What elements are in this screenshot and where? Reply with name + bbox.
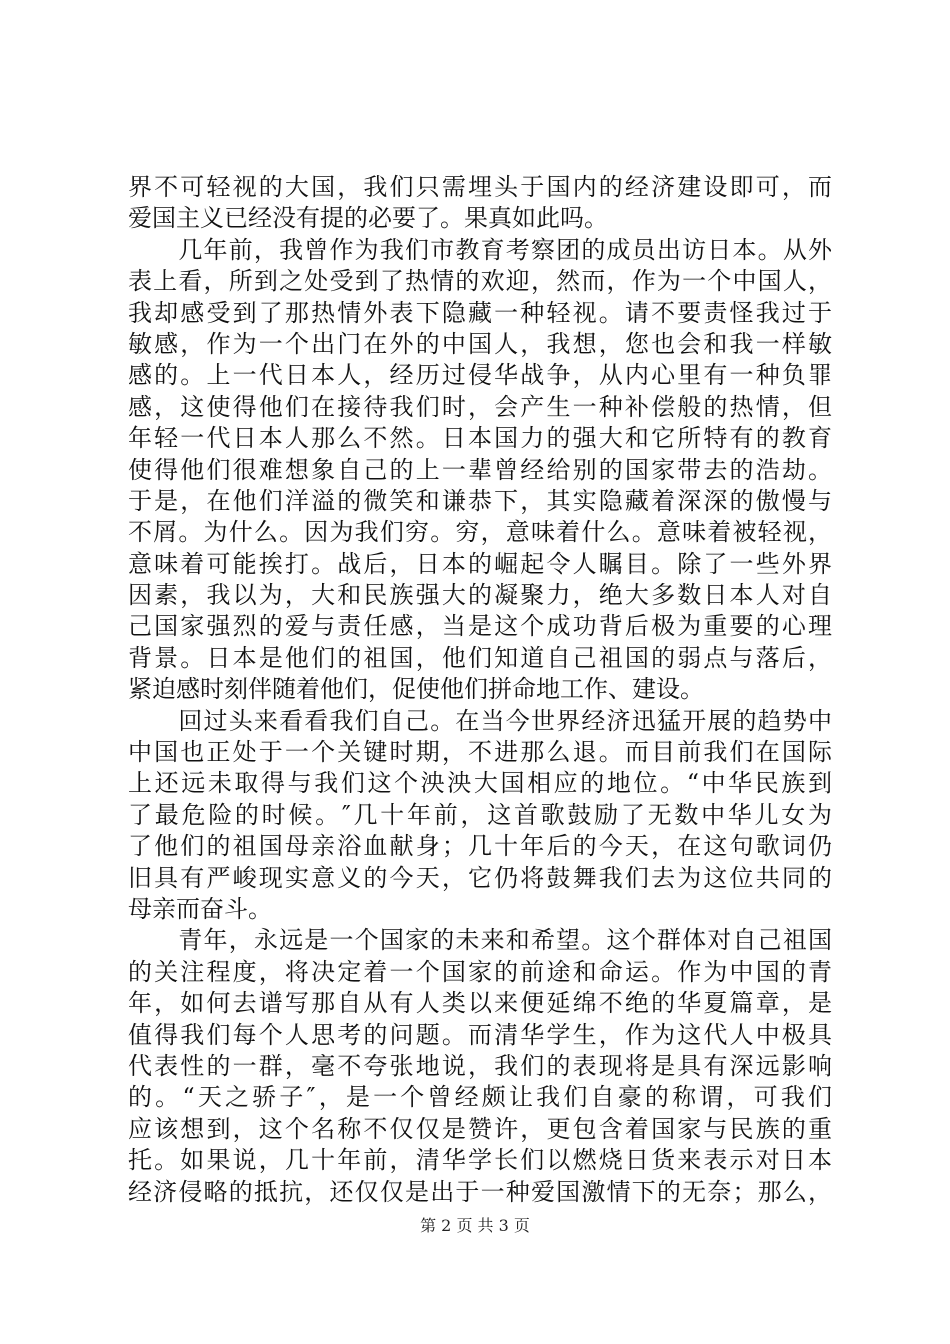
document-body	[128, 172, 832, 1208]
page-footer: 第 2 页 共 3 页	[420, 1216, 530, 1235]
text-line: 感，这使得他们在接待我们时，会产生一种补偿般的热情，但	[128, 392, 832, 421]
text-line: 爱国主义已经没有提的必要了。果真如此吗。	[128, 204, 608, 233]
text-line: 我却感受到了那热情外表下隐藏一种轻视。请不要责怪我过于	[128, 298, 832, 327]
text-line: 经济侵略的抵抗，还仅仅是出于一种爱国激情下的无奈；那么，	[128, 1177, 832, 1206]
text-line: 了最危险的时候。″几十年前，这首歌鼓励了无数中华儿女为	[128, 800, 832, 829]
text-line: 感的。上一代日本人，经历过侵华战争，从内心里有一种负罪	[128, 361, 832, 390]
text-line: 于是，在他们洋溢的微笑和谦恭下，其实隐藏着深深的傲慢与	[128, 486, 832, 515]
text-line: 旧具有严峻现实意义的今天，它仍将鼓舞我们去为这位共同的	[128, 863, 832, 892]
text-line: 青年，永远是一个国家的未来和希望。这个群体对自己祖国	[128, 926, 832, 955]
text-line: 托。如果说，几十年前，清华学长们以燃烧日货来表示对日本	[128, 1146, 832, 1175]
text-line: 界不可轻视的大国，我们只需埋头于国内的经济建设即可，而	[128, 173, 832, 201]
text-line: 年，如何去谱写那自从有人类以来便延绵不绝的华夏篇章，是	[128, 989, 832, 1018]
text-line: 不屑。为什么。因为我们穷。穷，意味着什么。意味着被轻视，	[128, 518, 832, 547]
text-line: 中国也正处于一个关键时期，不进那么退。而目前我们在国际	[128, 738, 832, 767]
text-line: 使得他们很难想象自己的上一辈曾经给别的国家带去的浩劫。	[128, 455, 832, 484]
text-line: 敏感，作为一个出门在外的中国人，我想，您也会和我一样敏	[128, 329, 832, 358]
text-line: 的。“天之骄子″，是一个曾经颇让我们自豪的称谓，可我们	[128, 1083, 832, 1112]
text-line: 了他们的祖国母亲浴血献身；几十年后的今天，在这句歌词仍	[128, 832, 832, 861]
text-line: 母亲而奋斗。	[128, 894, 272, 923]
text-line: 代表性的一群，毫不夸张地说，我们的表现将是具有深远影响	[128, 1051, 832, 1080]
text-line: 应该想到，这个名称不仅仅是赞许，更包含着国家与民族的重	[128, 1114, 832, 1143]
text-line: 几年前，我曾作为我们市教育考察团的成员出访日本。从外	[128, 235, 832, 264]
text-line: 紧迫感时刻伴随着他们，促使他们拼命地工作、建设。	[128, 675, 704, 704]
text-line: 的关注程度，将决定着一个国家的前途和命运。作为中国的青	[128, 957, 832, 986]
text-line: 值得我们每个人思考的问题。而清华学生，作为这代人中极具	[128, 1020, 832, 1049]
text-line: 背景。日本是他们的祖国，他们知道自己祖国的弱点与落后，	[128, 643, 832, 672]
text-line: 意味着可能挨打。战后，日本的崛起令人瞩目。除了一些外界	[128, 549, 832, 578]
text-line: 年轻一代日本人那么不然。日本国力的强大和它所特有的教育	[128, 424, 832, 453]
text-line: 表上看，所到之处受到了热情的欢迎，然而，作为一个中国人，	[128, 267, 832, 296]
text-line: 上还远未取得与我们这个泱泱大国相应的地位。“中华民族到	[128, 769, 832, 798]
text-line: 己国家强烈的爱与责任感，当是这个成功背后极为重要的心理	[128, 612, 832, 641]
text-line: 回过头来看看我们自己。在当今世界经济迅猛开展的趋势中	[128, 706, 832, 735]
text-line: 因素，我以为，大和民族强大的凝聚力，绝大多数日本人对自	[128, 581, 832, 610]
